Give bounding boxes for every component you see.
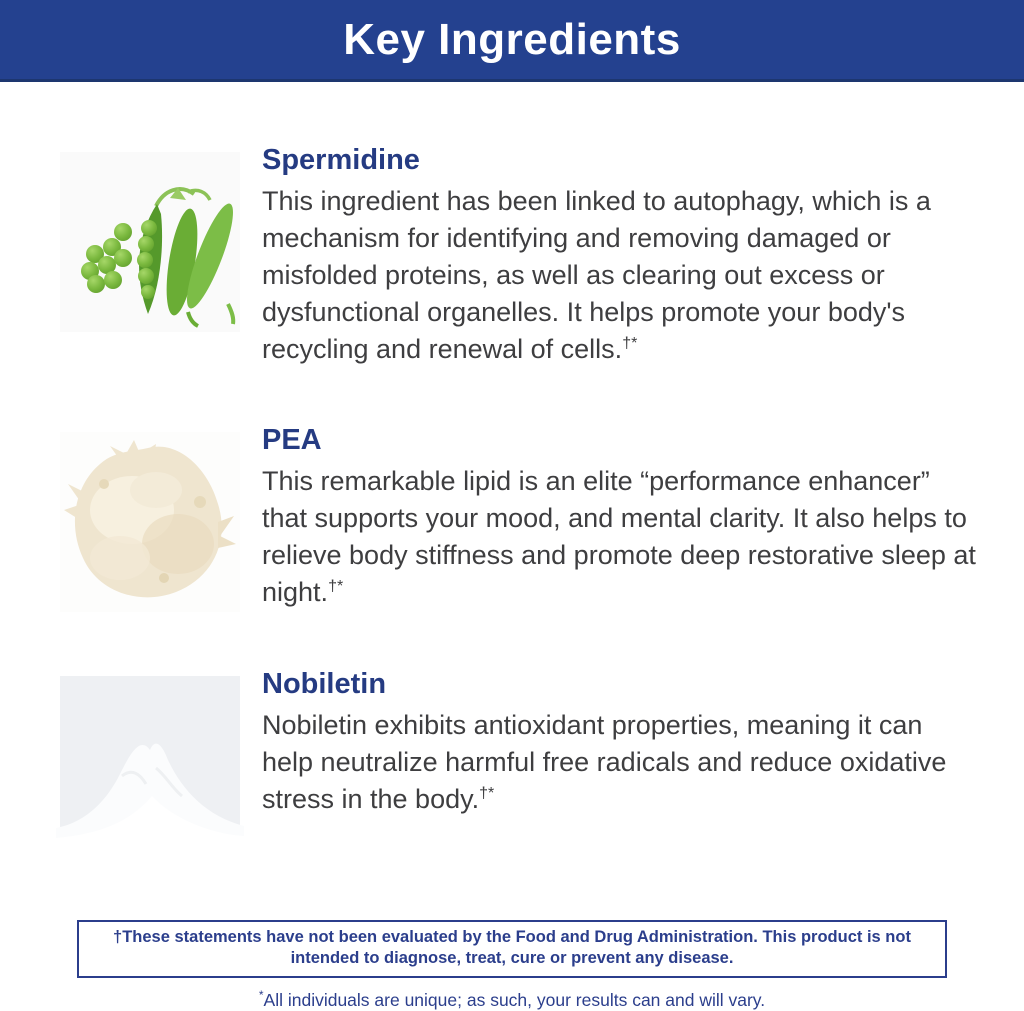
fda-disclaimer-box <box>77 920 947 978</box>
results-note: *All individuals are unique; as such, your results can and will vary. <box>258 988 766 1011</box>
nobiletin-powder-image <box>60 676 240 856</box>
dagger-asterisk-superscript: †* <box>622 335 638 352</box>
ingredient-description-spermidine: This ingredient has been linked to autophagy, which is a mechanism for identifying and removing damaged or misfolded proteins, as well as clearing out excess or dysfunctional organelles. It helps promote your body's recycling and renewal of cells.†* <box>262 186 931 364</box>
ingredient-copy <box>262 668 978 818</box>
ingredient-copy <box>262 424 978 611</box>
page-title: Key Ingredients <box>343 14 681 64</box>
ingredient-section-nobiletin <box>60 668 1024 856</box>
pea-powder-image <box>60 432 240 612</box>
ingredient-name-spermidine: Spermidine <box>262 144 420 176</box>
ingredient-description-nobiletin: Nobiletin exhibits antioxidant properties, meaning it can help neutralize harmful free radicals and reduce oxidative stress in the body.†* <box>262 710 947 814</box>
asterisk-superscript: * <box>258 988 264 1003</box>
ingredient-description-pea: This remarkable lipid is an elite “performance enhancer” that supports your mood, and mental clarity. It also helps to relieve body stiffness and promote deep restorative sleep at night.†* <box>262 466 976 607</box>
ingredient-name-nobiletin: Nobiletin <box>262 668 387 700</box>
footer <box>0 920 1024 1011</box>
spermidine-pea-pods-image <box>60 152 240 332</box>
white-powder-mound-illustration <box>60 676 240 856</box>
ingredient-name-pea: PEA <box>262 424 322 456</box>
fda-disclaimer-text: †These statements have not been evaluated by the Food and Drug Administration. This product is not intended to diagnose, treat, cure or prevent any disease. <box>113 928 911 968</box>
pea-pods-illustration <box>60 152 240 332</box>
ingredient-section-spermidine <box>60 144 1024 368</box>
header-banner <box>0 0 1024 82</box>
ingredient-copy <box>262 144 978 368</box>
ingredients-list <box>0 82 1024 856</box>
cream-powder-illustration <box>60 432 240 612</box>
dagger-asterisk-superscript: †* <box>479 785 495 802</box>
dagger-asterisk-superscript: †* <box>328 578 344 595</box>
ingredient-section-pea <box>60 424 1024 612</box>
